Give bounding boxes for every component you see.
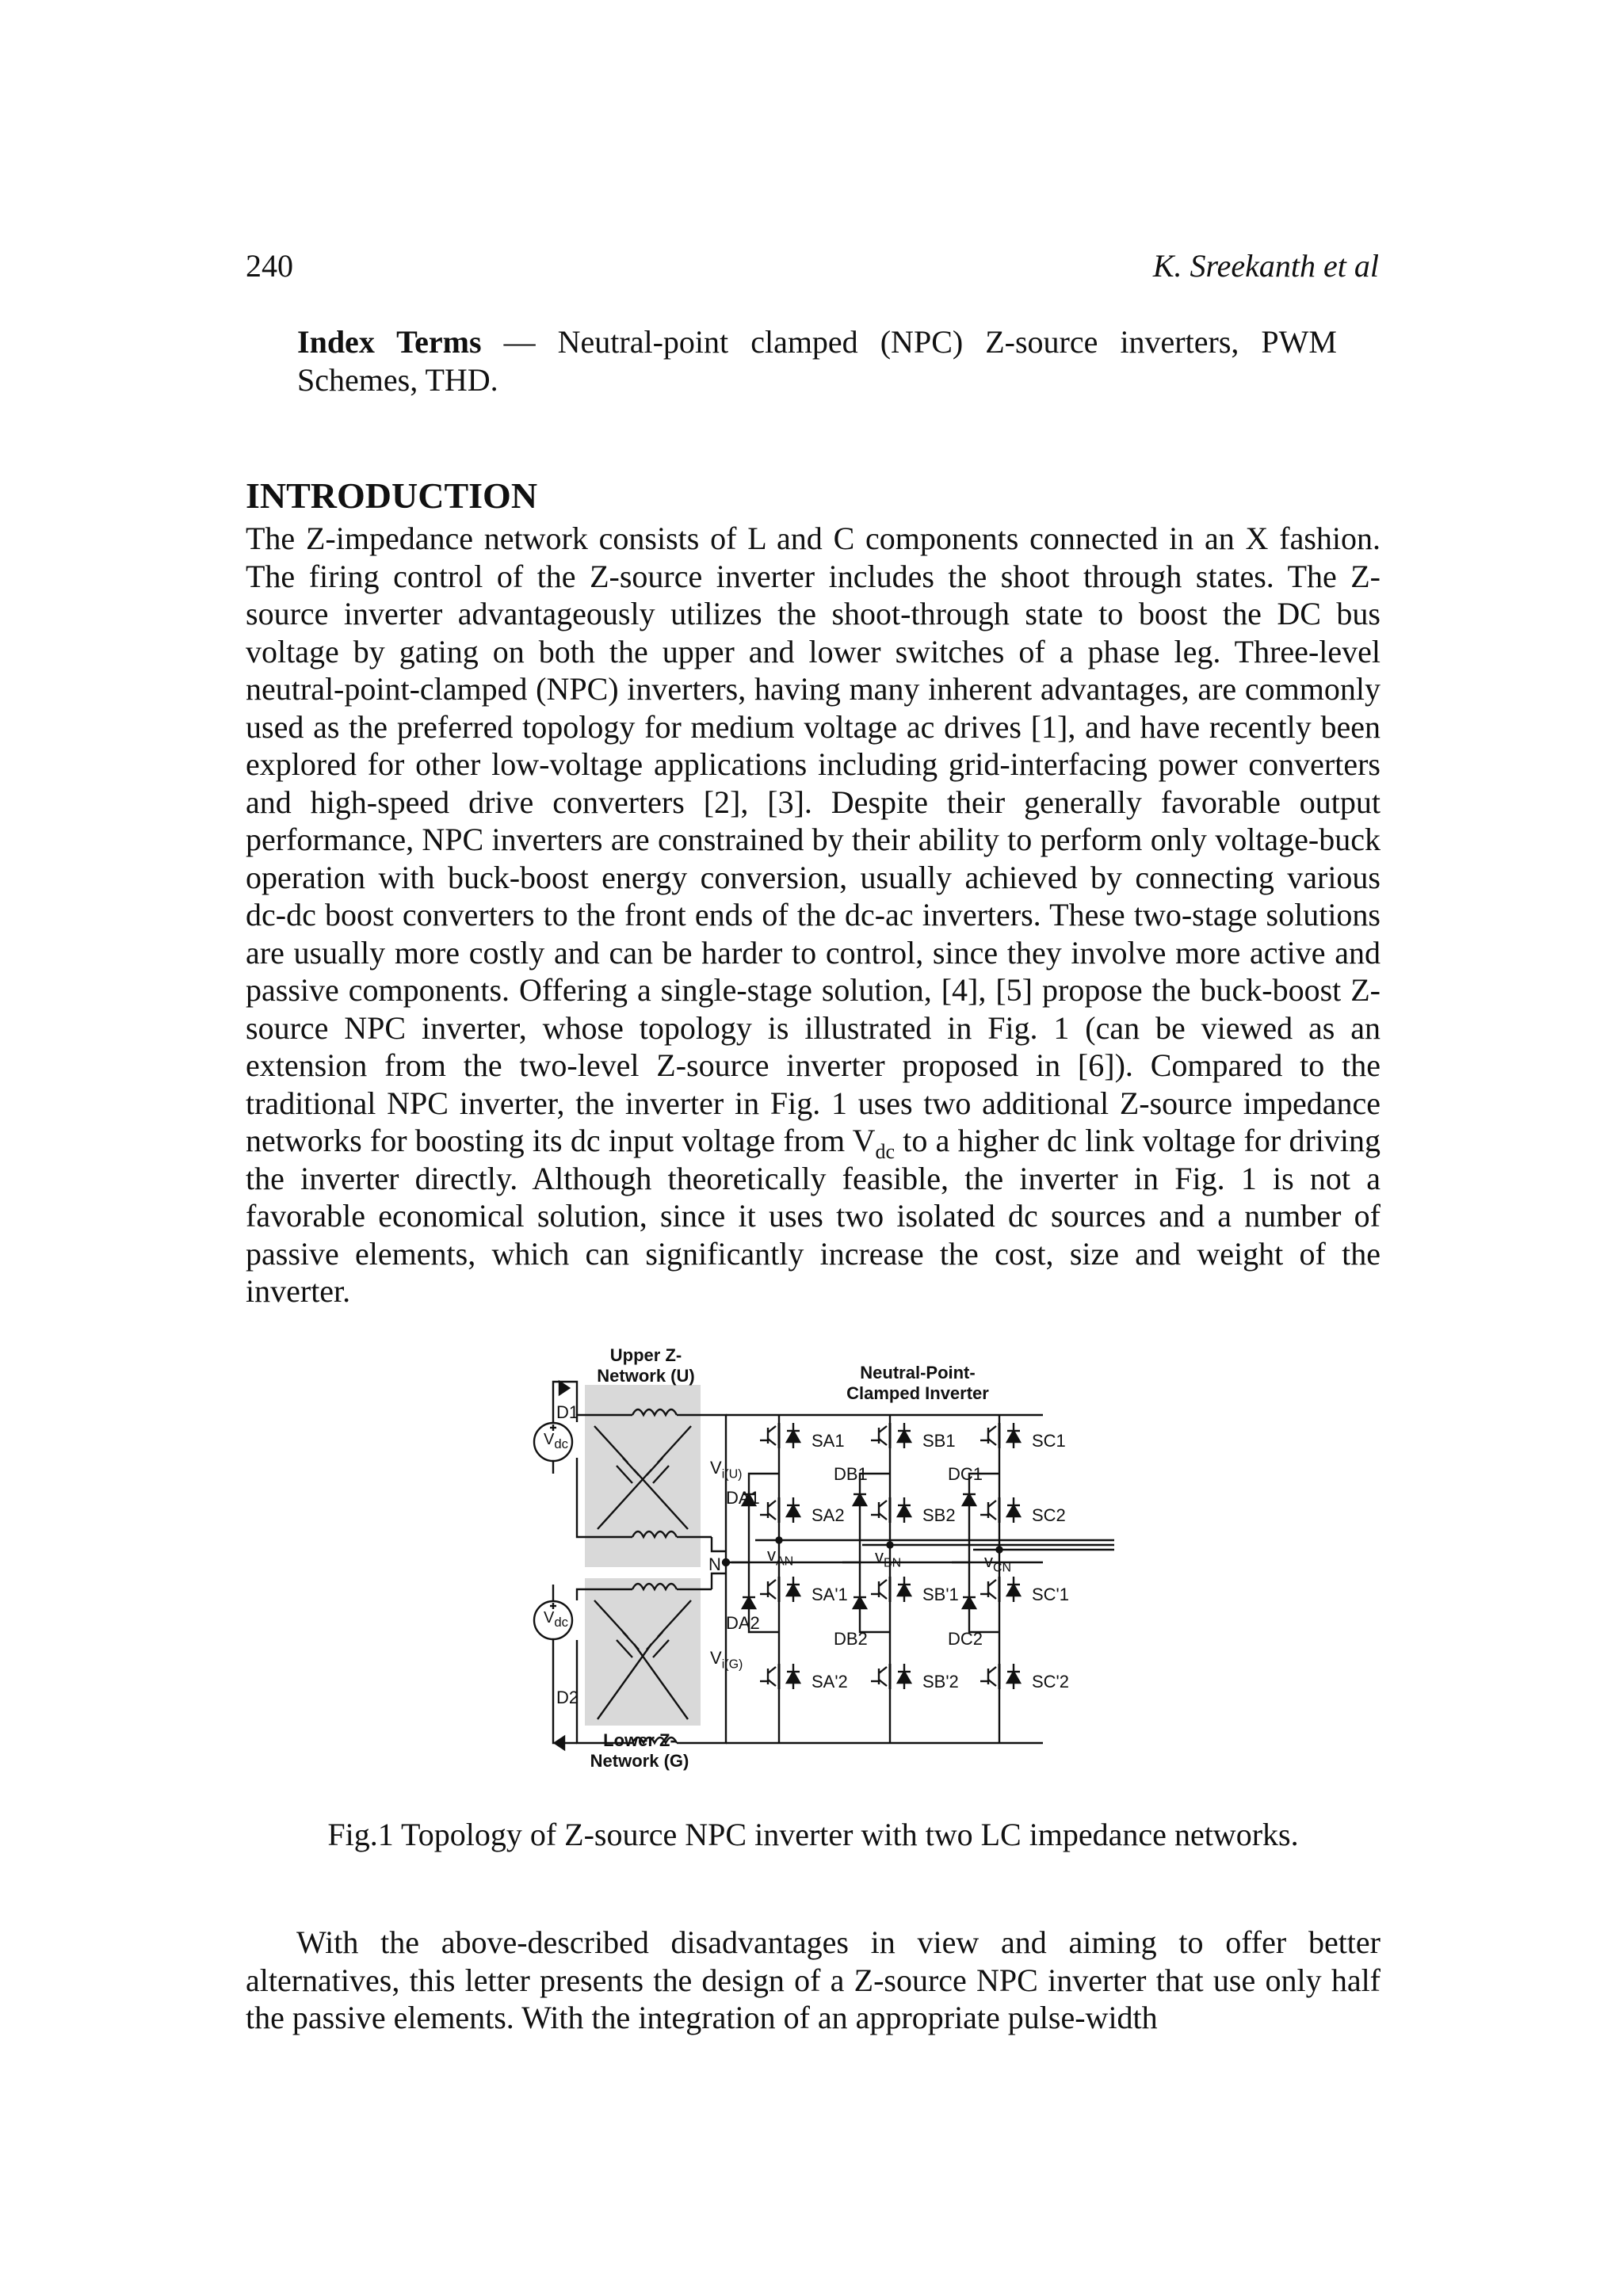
- npc-inverter-label: [838, 1363, 997, 1404]
- vcn-sub: CN: [993, 1561, 1012, 1575]
- label-vbn: [875, 1547, 901, 1570]
- label-sb2: SB2: [922, 1505, 956, 1525]
- igbt-b1-collector: [879, 1426, 887, 1432]
- dc-rails: [723, 1415, 1043, 1743]
- output-node-a: [777, 1538, 782, 1543]
- vi-g-v: V: [710, 1648, 722, 1668]
- upper-network-label-line-1: Upper Z-: [609, 1345, 682, 1365]
- igbt-a3-collector: [768, 1580, 776, 1586]
- vdc-lower-v: V: [544, 1609, 555, 1627]
- introduction-paragraph: [246, 520, 1381, 1310]
- igbt-a2-collector: [768, 1501, 776, 1507]
- introduction-text-part-1: The Z-impedance network consists of L and C components connected in an X fashion. The firing control of the Z-source inverter includes the shoot through states. The Z-source inverter advantageously utilizes the shoot-through state to boost the DC bus voltage by gating on both the upper and lower switches of a phase leg. Three-level neutral-point-clamped (NPC) inverters, having many inherent advantages, are commonly used as the preferred topology for medium voltage ac drives [1], and have recently been explored for other low-voltage applications including grid-interfacing power converters and high-speed drive converters [2], [3]. Despite their generally favorable output performance, NPC inverters are constrained by their ability to perform only voltage-buck operation with buck-boost energy conversion, usually achieved by connecting various dc-dc boost converters to the front ends of the dc-ac inverters. These two-stage solutions are usually more costly and can be harder to control, since they involve more active and passive components. Offering a single-stage solution, [4], [5] propose the buck-boost Z-source NPC inverter, whose topology is illustrated in Fig. 1 (can be viewed as an extension from the two-level Z-source inverter proposed in [6]). Compared to the traditional NPC inverter, the inverter in Fig. 1 uses two additional Z-source impedance networks for boosting its dc input voltage from V: [246, 521, 1381, 1158]
- freewheel-diode-b3-icon: [898, 1585, 911, 1596]
- igbt-c4-emitter: [988, 1680, 996, 1686]
- freewheel-diode-a4-icon: [787, 1672, 800, 1683]
- vdc-upper-v: V: [544, 1431, 555, 1448]
- label-vdc-lower: [544, 1609, 568, 1630]
- igbt-a4-collector: [768, 1667, 776, 1673]
- igbt-b2-emitter: [879, 1513, 887, 1520]
- van-sub: AN: [776, 1554, 794, 1569]
- page-number: 240: [246, 248, 293, 284]
- section-heading-introduction: INTRODUCTION: [246, 475, 538, 516]
- clamp-diode-b2-icon: [854, 1597, 866, 1608]
- vi-g-sub: i(G): [721, 1657, 743, 1672]
- figure-1-circuit-diagram: [529, 1347, 1114, 1783]
- upper-network-label-line-2: Network (U): [597, 1366, 695, 1386]
- label-dc1: DC1: [948, 1464, 983, 1484]
- freewheel-diode-a2-icon: [787, 1505, 800, 1516]
- label-db2: DB2: [834, 1629, 868, 1649]
- freewheel-diode-c3-icon: [1007, 1585, 1020, 1596]
- label-sa2-prime: SA'2: [812, 1672, 848, 1691]
- label-van: [767, 1545, 793, 1569]
- igbt-b2-collector: [879, 1501, 887, 1507]
- lower-network-label-line-1: Lower Z-: [603, 1730, 676, 1750]
- label-da1: DA1: [726, 1488, 760, 1508]
- label-n: N: [708, 1554, 721, 1574]
- igbt-c3-collector: [988, 1580, 996, 1586]
- label-sc1: SC1: [1032, 1431, 1066, 1451]
- label-sc1-prime: SC'1: [1032, 1585, 1069, 1604]
- igbt-a1-collector: [768, 1426, 776, 1432]
- freewheel-diode-b2-icon: [898, 1505, 911, 1516]
- label-sb2-prime: SB'2: [922, 1672, 959, 1691]
- clamp-diode-a2-icon: [743, 1597, 755, 1608]
- igbt-b4-emitter: [879, 1680, 887, 1686]
- lower-network-label-line-2: Network (G): [590, 1751, 689, 1771]
- freewheel-diode-a3-icon: [787, 1585, 800, 1596]
- label-vi-g: [710, 1648, 743, 1672]
- igbt-a3-emitter: [768, 1592, 776, 1599]
- igbt-c1-collector: [988, 1426, 996, 1432]
- freewheel-diode-c2-icon: [1007, 1505, 1020, 1516]
- index-terms-dash: —: [481, 324, 558, 360]
- igbt-c2-emitter: [988, 1513, 996, 1520]
- igbt-c1-emitter: [988, 1439, 996, 1445]
- vbn-v: v: [875, 1547, 884, 1566]
- vdc-upper-sub: dc: [554, 1436, 568, 1451]
- circuit-schematic: [529, 1347, 1114, 1783]
- freewheel-diode-c1-icon: [1007, 1431, 1020, 1442]
- label-sc2-prime: SC'2: [1032, 1672, 1069, 1691]
- freewheel-diode-a1-icon: [787, 1431, 800, 1442]
- label-d1: D1: [556, 1402, 579, 1422]
- clamp-diode-c2-icon: [963, 1597, 976, 1608]
- igbt-b3-emitter: [879, 1592, 887, 1599]
- igbt-a2-emitter: [768, 1513, 776, 1520]
- npc-label-line-2: Clamped Inverter: [846, 1383, 989, 1403]
- vdc-lower-sub: dc: [554, 1615, 568, 1630]
- lower-z-network-box: [585, 1578, 701, 1726]
- label-da2: DA2: [726, 1613, 760, 1633]
- label-d2: D2: [556, 1688, 579, 1707]
- lower-network-label: [582, 1730, 697, 1772]
- label-sc2: SC2: [1032, 1505, 1066, 1525]
- label-db1: DB1: [834, 1464, 868, 1484]
- label-sa1: SA1: [812, 1431, 845, 1451]
- output-lines: [755, 1540, 1114, 1550]
- freewheel-diode-c4-icon: [1007, 1672, 1020, 1683]
- igbt-a4-emitter: [768, 1680, 776, 1686]
- npc-label-line-1: Neutral-Point-: [860, 1363, 976, 1383]
- author-running-title: K. Sreekanth et al: [1152, 248, 1379, 284]
- upper-network-label: [588, 1345, 704, 1386]
- second-paragraph: With the above-described disadvantages in view and aiming to offer better alternatives, this letter presents the design of a Z-source NPC inverter that use only half the passive elements. With the integration of an appropriate pulse-width: [246, 1924, 1381, 2035]
- vcn-v: v: [984, 1551, 993, 1571]
- introduction-text-part-2: to a higher dc link voltage for driving the inverter directly. Although theoretically feasible, the inverter in Fig. 1 is not a favorable economical solution, since it uses two isolated dc sources and a number of passive elements, which can significantly increase the cost, size and weight of the inverter.: [246, 1123, 1381, 1309]
- label-sb1: SB1: [922, 1431, 956, 1451]
- clamp-diode-b1-icon: [854, 1494, 866, 1505]
- igbt-b1-emitter: [879, 1439, 887, 1445]
- vdc-subscript: dc: [875, 1140, 896, 1163]
- figure-1-caption: Fig.1 Topology of Z-source NPC inverter with two LC impedance networks.: [327, 1817, 1299, 1852]
- label-sb1-prime: SB'1: [922, 1585, 959, 1604]
- freewheel-diode-b4-icon: [898, 1672, 911, 1683]
- vi-u-sub: i(U): [721, 1467, 743, 1482]
- label-vi-u: [710, 1458, 742, 1482]
- label-vdc-upper: [544, 1431, 568, 1452]
- igbt-c2-collector: [988, 1501, 996, 1507]
- label-sa2: SA2: [812, 1505, 845, 1525]
- igbt-c3-emitter: [988, 1592, 996, 1599]
- igbt-b3-collector: [879, 1580, 887, 1586]
- igbt-b4-collector: [879, 1667, 887, 1673]
- label-vcn: [984, 1551, 1011, 1575]
- index-terms-label: Index Terms: [297, 324, 482, 360]
- label-dc2: DC2: [948, 1629, 983, 1649]
- van-v: v: [767, 1545, 776, 1565]
- index-terms: [297, 323, 1337, 399]
- vbn-sub: BN: [884, 1556, 902, 1570]
- vi-u-v: V: [710, 1458, 722, 1478]
- freewheel-diode-b1-icon: [898, 1431, 911, 1442]
- index-terms-text: Neutral-point clamped (NPC) Z-source inverters, PWM Schemes, THD.: [297, 324, 1337, 398]
- clamp-diode-c1-icon: [963, 1494, 976, 1505]
- label-sa1-prime: SA'1: [812, 1585, 848, 1604]
- igbt-c4-collector: [988, 1667, 996, 1673]
- igbt-a1-emitter: [768, 1439, 776, 1445]
